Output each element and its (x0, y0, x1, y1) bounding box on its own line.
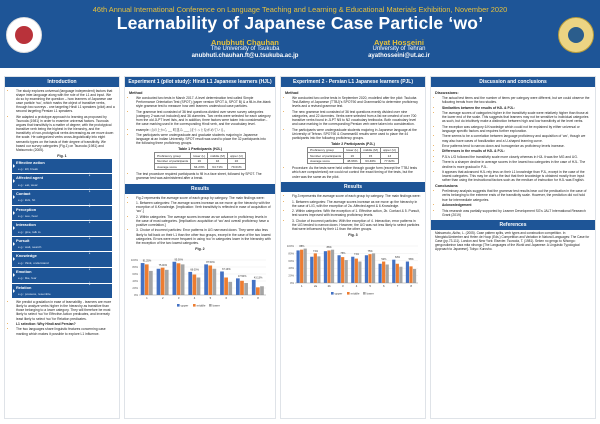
x-tick-label: 1 (301, 284, 303, 289)
table-cell: upper (U) (380, 147, 398, 152)
method-label: Method (129, 91, 143, 95)
bar-middle (192, 274, 196, 294)
x-tick-label: 3 (342, 284, 344, 289)
bar-middle (256, 287, 260, 295)
data-label: 47.50% (237, 274, 247, 278)
bar-upper (379, 264, 382, 283)
hierarchy-item (12, 159, 112, 174)
triangle-bullet-icon (13, 164, 15, 168)
references-text: Matsumoto, Akiho, L. (2005). Case pattern splits, verb types and construction competition. In Mengistu/Amberber and Helen de Hoop (Eds.) Competition and Variation in Natural Languages: The Case for Case (pp.73-111). London and New York: Elsevier. Tsunoda, T. (1981). Seken no gengo to Nihongo: gengoruikeiron kara mita nihongo [The Languages of the World and Japanese: A Linguistic Typological Approach to Japanese]. Tokyo: Kurosho. (435, 231, 590, 251)
x-tick-label: 7 (241, 295, 243, 300)
hierarchy-item (12, 234, 112, 252)
x-tick-label: 1 (146, 295, 148, 300)
transitivity-hierarchy (12, 159, 112, 298)
table-cell: lower (L) (344, 147, 361, 152)
chart-fig2-container (129, 253, 271, 310)
bar-lower (304, 249, 307, 283)
experiment-2-panel (280, 76, 426, 419)
down-arrow-icon: ↓ (88, 219, 91, 226)
hierarchy-label: Emotion (16, 269, 32, 275)
method-text: • We conducted two tests in March 2017. A level determination test called Simple Performance Orientation Test (SPOT) (paper version SPOT A, SPOT B) & a fill-in-the-blank style grammar test to measure how well learners understood case particles. (136, 96, 271, 108)
hierarchy-item (12, 252, 112, 267)
hierarchy-label: Perception (16, 206, 37, 212)
bar-middle (208, 265, 212, 295)
bar-lower (165, 270, 169, 295)
table-row (308, 147, 399, 152)
hierarchy-label: Contact (16, 191, 31, 197)
y-tick-label: 100% (286, 244, 294, 249)
table-cell: Number of participants (155, 158, 191, 163)
conclusions-text: • Preliminary analysis suggests that the grammar test results bear out the predication in the case of verbs belonging to the extreme ends of the transitivity scale. However, the prediction did not hold true for intermediate categories. (442, 189, 591, 201)
legend-swatch (193, 304, 196, 307)
table-cell: 16 (344, 153, 361, 158)
legend-entry: middle (350, 291, 360, 296)
conclusions-label: Conclusions (435, 184, 458, 189)
table-cell: 15 (361, 153, 381, 158)
bar-upper (172, 262, 176, 295)
discussion-label: Discussions: (435, 91, 459, 95)
bar-upper (310, 257, 313, 283)
hierarchy-label: Effective action (16, 159, 45, 165)
table-cell: lower (L) (191, 153, 208, 158)
triangle-bullet-icon (13, 242, 15, 246)
data-label: 63% (394, 256, 401, 260)
results-text: • Fig.2 represents the average score of each group by category. The main findings were: (136, 196, 271, 200)
intro-subheading: • L1 selection: Why Hindi and Persian? (16, 322, 115, 326)
bar-middle (161, 268, 165, 295)
y-tick-label: 40% (132, 278, 138, 283)
data-label: 66.00% (190, 268, 199, 272)
table-row (308, 158, 399, 163)
bar-middle (327, 251, 330, 284)
results-text: • 2. Within categories: The average scores increase as we advance in proficiency levels in the case of most categories. [Implication: acquisition of ‘wo’ and overall proficiency have a positive correlation.] (136, 215, 271, 227)
data-label: 58% (408, 258, 414, 262)
table-cell: 48.66% (344, 158, 361, 163)
bar-middle (396, 264, 399, 283)
discussion-text: • It appears that advanced HJL rely less on their L1 knowledge than PJL, except in the case of the lowest categories. This may be due to the fact that their knowledge is obtained mostly from input rather than using the instructional factors such as the medium of instruction for HJL was English. (442, 170, 591, 182)
bar-lower (260, 286, 264, 295)
author-1-affiliation: The University of Tsukuba (210, 46, 280, 53)
acknowledgement-text: • This research was partially supported by Leamer Development SG's JALT International Research Grant (2019) (442, 209, 591, 217)
triangle-bullet-icon (13, 226, 15, 230)
bar-upper (406, 262, 409, 283)
y-tick-label: 60% (288, 259, 294, 264)
bar-upper (220, 271, 224, 295)
bar-upper (157, 269, 161, 295)
figure-caption: Fig. 3 (348, 233, 358, 238)
table-cell: middle (M) (361, 147, 381, 152)
results-text: • 3. Choice of incorrect particles: With the exception of 4. Interaction, error patterns in the UG tended to narrow down. However, the UG was not less likely to select particles that were influenced by their L1 than the other groups. (292, 219, 421, 231)
introduction-panel (4, 76, 120, 419)
intro-text: • The study explores universal (language independent) factors that shape inter-language along with the role of the L1 and input. We do so by examining the question – how learners of Japanese use case particle ‘wo’, which marks the object of transitive verbs, through two surveys - one targeting Hindi L1 speakers (pilot) and a second targeting Persian L1 speakers. (16, 89, 115, 114)
data-label: 75% (367, 250, 373, 254)
discussion-text: • The average scores of categories higher in the transitivity scale were relatively higher than those at the lower end of the scale. This suggests that learners may not be sensitive to individual categories as such, but do intuitively make a distinction between high and low transitivity at the level verbs. (442, 111, 591, 123)
results-text: • 2. Within categories: With the exception of 1. Effective action, 2b. Contact & 5. Pursuit, test scores improved with increasing proficiency levels. (292, 209, 421, 217)
intro-text: • The two languages share linguistic features concerning case marking which makes it possible to explore L1 influence. (16, 327, 115, 335)
table-cell: Average score (155, 164, 191, 169)
table-cell: middle (M) (208, 153, 228, 158)
x-tick-label: 6 (225, 295, 228, 300)
down-arrow-icon: ↓ (88, 203, 91, 210)
bar-upper (236, 278, 240, 295)
data-label: 75% (340, 251, 346, 255)
method-text: • Procedure: As the tests were held online through google form (except the TTBJ tests which are computerized) we could not control the exact timing of the tests, but the order was the same as the pilot. (292, 166, 421, 178)
bar-upper (324, 251, 327, 283)
triangle-bullet-icon (13, 273, 15, 277)
bar-middle (314, 254, 317, 284)
y-tick-label: 100% (130, 257, 138, 262)
hierarchy-example: e.g.: eat, wear (18, 182, 38, 187)
bar-middle (368, 254, 371, 283)
results-text: • 1. Between categories: The average scores increase as we move up the hierarchy in the case of L/G, with the exception of 2a. Affected agent & 6.Knowledge. (292, 200, 421, 208)
bar-lower (399, 267, 402, 283)
participants-table-pjl (307, 147, 399, 164)
bar-middle (145, 264, 149, 295)
chart-fig2 (129, 253, 269, 309)
hierarchy-item (12, 187, 112, 205)
bar-middle (300, 250, 303, 283)
hierarchy-example: e.g.: like, fear (18, 276, 37, 281)
hierarchy-example: e.g.: give, talk to (18, 229, 41, 234)
bar-lower (149, 271, 153, 295)
method-text: • example: 山の上から __ 町並み ___ ぼうっとながめている。 (136, 128, 271, 132)
legend-swatch (209, 304, 212, 307)
author-1-email[interactable]: anubhuti.chauhan.ft@u.tsukuba.ac.jp (191, 53, 299, 60)
author-2 (314, 39, 484, 61)
bar-lower (331, 250, 334, 283)
data-label: 75.00% (158, 264, 168, 268)
legend-entry: upper (334, 291, 343, 296)
table-cell: 79.01% (227, 164, 245, 169)
bar-lower (413, 269, 416, 283)
bar-upper (338, 255, 341, 283)
method-text: • The participants were undergraduate students majoring in Japanese language at the University of Tehran. SPOT90 & Grammar60 results were used to place the 44 participants into the following proficiency groups. (292, 128, 421, 140)
discussion-text: • There is a sharper decline in average scores in the lowest two categories in the case of HJL. The decline is more gradual in PJL. (442, 160, 591, 168)
y-tick-label: 20% (132, 285, 138, 290)
x-tick-label: 5 (369, 284, 371, 289)
table-cell: Number of participants (308, 153, 344, 158)
table-cell: Proficiency group (155, 153, 191, 158)
bar-lower (386, 265, 389, 284)
bar-lower (317, 257, 320, 284)
legend-entry: upper (180, 303, 189, 308)
table-cell: 77.62% (380, 158, 398, 163)
method-text: • The grammar test consisted of 36 test questions divided over seven survey categories (category 2 was not included) and 36 dummies. Two verbs were selected for each category from the old JLPT level lists, and in addition, three factors were taken into consideration - the case marking used in the corresponding Hindi verb, and the vocabulary level. (136, 110, 271, 126)
hierarchy-item (12, 281, 112, 299)
method-label: Method (285, 91, 299, 95)
x-tick-label: 3 (177, 295, 180, 300)
hierarchy-example: e.g.: kick, hit (18, 198, 36, 203)
hierarchy-example: e.g.: kill, break (18, 167, 38, 172)
table-cell: Proficiency group (308, 147, 344, 152)
bar-upper (297, 251, 300, 284)
section-heading: Results (281, 182, 425, 192)
section-heading: Discussion and conclusions (431, 77, 595, 87)
x-tick-label: 8 (257, 295, 259, 300)
hierarchy-example: e.g.: wait, search (18, 245, 42, 250)
author-1 (160, 39, 330, 61)
x-tick-label: 7 (396, 284, 399, 289)
hierarchy-item (12, 221, 112, 236)
triangle-bullet-icon (13, 195, 15, 199)
hierarchy-label: Pursuit (16, 237, 30, 243)
legend-swatch (363, 292, 366, 295)
intro-text: • We adapted a prototype approach to learning as proposed by Tsunoda (1981) in order to examine universal factors. Tsunoda argues that transitivity is a matter of degree; with the prototypical transitive verb being the highest in the hierarchy, and the transitivity of non-prototypical verbs decreasing as we move down the scale. He categorized verbs cross-linguistically into eight semantic types on the basis of their degree of transitivity. We based our survey categories (Fig.1) on Tsunoda (1981) and Matsumoto (2005). (16, 115, 115, 152)
section-heading: Introduction (5, 77, 119, 87)
table-cell: 16 (191, 158, 208, 163)
hierarchy-example: e.g.: see, hear (18, 213, 38, 218)
x-tick-label: 4 (355, 284, 358, 289)
legend-swatch (177, 304, 180, 307)
bar-lower (181, 264, 185, 295)
bar-middle (355, 259, 358, 283)
results-text: • 1. Between categories: The average scores increase as we move up the hierarchy with the exception of 6.Knowledge. [Implication: Verb transitivity is reflected in ease of acquisition of ‘wo’.] (136, 201, 271, 213)
x-tick-label: 2a (313, 284, 318, 289)
participants-table-hjl (154, 152, 246, 169)
triangle-bullet-icon (13, 257, 15, 261)
data-label: 67.19% (222, 267, 231, 271)
table-cell: 16 (208, 158, 228, 163)
x-tick-label: 4 (193, 295, 196, 300)
y-tick-label: 0% (133, 292, 138, 297)
data-label: 71% (353, 253, 360, 257)
discussion-text: • The exception was category 6.Knowledge which could not be explained by either universal or language specific factors and requires further exploration. (442, 125, 591, 133)
data-label: 52% (381, 258, 387, 262)
legend-entry: middle (196, 303, 206, 308)
triangle-bullet-icon (13, 211, 15, 215)
section-heading: Results (125, 184, 275, 194)
bar-upper (252, 280, 256, 295)
hierarchy-label: Affected agent (16, 175, 44, 181)
bar-upper (392, 260, 395, 283)
bar-upper (204, 264, 208, 295)
discussion-panel (430, 76, 596, 419)
table-cell: upper (U) (227, 153, 245, 158)
section-heading: References (431, 220, 595, 230)
table-cell: 16 (227, 158, 245, 163)
experiment-1-panel (124, 76, 276, 419)
bar-lower (244, 283, 248, 295)
section-heading: Experiment 2 - Persian L1 Japanese learners (PJL) (281, 77, 425, 87)
results-text: • Fig.3 represents the average score of each group by category. The main findings were: (292, 194, 421, 198)
method-text: • The participants were undergraduate and graduate students majoring in Japanese language at an Indian University. SPOT result was used to place the 32 participants into the following three proficiency groups. (136, 133, 271, 145)
bar-lower (197, 277, 201, 295)
bar-middle (177, 263, 181, 295)
down-arrow-icon: ↓ (88, 187, 91, 194)
hierarchy-item (12, 265, 112, 283)
y-tick-label: 80% (132, 264, 138, 269)
discussion-text: • The actual test items and the number of items per category were different, but we could observe the following trends from the two studies. (442, 96, 591, 104)
y-tick-label: 80% (288, 251, 294, 256)
bar-middle (224, 277, 228, 295)
discussion-text: • Error patterns tend to narrow down and homogenize as proficiency levels increase. (442, 144, 591, 148)
table-row (155, 164, 246, 169)
author-2-name: Ayat Hosseini (374, 38, 424, 47)
y-tick-label: 20% (288, 273, 294, 278)
hierarchy-item (12, 203, 112, 221)
table-cell: 13 (380, 153, 398, 158)
discussion-text: • PJL’s L/G followed the transitivity scale more closely whereas in HJL it was the MG and UG. (442, 155, 591, 159)
bar-lower (228, 282, 232, 295)
bar-lower (345, 260, 348, 283)
chart-fig3 (285, 239, 421, 297)
data-label: 91.25% (142, 259, 152, 263)
triangle-bullet-icon (13, 179, 15, 183)
down-arrow-icon: ↓ (88, 172, 91, 179)
bar-upper (351, 257, 354, 283)
down-arrow-icon: ↓ (88, 250, 91, 257)
conference-name: 46th Annual International Conference on Language Teaching and Learning & Educational Materials Exhibition, November 2020 (92, 5, 508, 14)
x-tick-label: 6 (383, 284, 385, 289)
discussion-text: • There seems to be a correlation between language proficiency and acquisition of ‘wo’, though we may also have cases of fossilization and a U-shaped learning curve. (442, 134, 591, 142)
bar-middle (240, 281, 244, 295)
data-label: 71% (312, 250, 319, 254)
x-tick-label: 8 (410, 284, 412, 289)
bar-middle (341, 257, 344, 283)
poster-header (0, 0, 600, 68)
hierarchy-example: e.g.: think, understand (18, 260, 49, 265)
method-text: • The test procedure required participants to fill in a face sheet, followed by SPOT. The grammar test was administered after a break. (136, 172, 271, 180)
intro-text: • We predict a gradation in ease of learnability - learners are more likely to analyze verbs higher in the hierarchy as transitive than those belonging to a lower category. They will therefore be most likely to select ‘wo’ for Effective Action predicates, and inversely least likely to select ‘wo’ for Relation predicates. (16, 300, 115, 320)
bar-middle (382, 262, 385, 283)
hierarchy-label: Knowledge (16, 253, 37, 259)
table-cell: 64.23% (191, 164, 208, 169)
author-1-name: Anubhuti Chauhan (211, 38, 279, 47)
poster-title: Learnability of Japanese Case Particle ‘wo’ (116, 13, 484, 33)
bar-lower (358, 262, 361, 283)
data-label: 43.13% (253, 276, 263, 280)
method-text: • We conducted two online tests in September 2020, modelled after the pilot: Tsukuba Test-Battery of Japanese (TTBJ)’s SPOT90 and Grammar60 to determine proficiency levels and a revised grammar test. (292, 96, 421, 108)
acknowledgement-label: • Acknowledgement (442, 203, 591, 207)
hierarchy-item (12, 174, 112, 189)
figure-caption: Fig. 2 (195, 246, 205, 251)
legend-swatch (347, 292, 350, 295)
x-tick-label: 2 (162, 295, 164, 300)
results-text: • 3. Choice of incorrect particles: Error patterns in UG narrowed down. They were also less likely to fall back on their L1 than the other two groups, except in the case of the two lowest categories. Errors were more frequent in using ‘wo’ in categories lower in the hierarchy with the exception of the two lowest categories. (136, 228, 271, 244)
data-label: 87.50% (206, 260, 215, 264)
bar-upper (365, 255, 368, 283)
table-caption: Table 1 Participants (HJL) (178, 147, 222, 152)
legend-swatch (331, 292, 334, 295)
legend-entry: lower (212, 303, 220, 308)
table-cell: Average score (308, 158, 344, 163)
down-arrow-icon: ↓ (88, 234, 91, 241)
table-row (155, 153, 246, 158)
down-arrow-icon: ↓ (88, 265, 91, 272)
figure-caption: Fig. 1 (57, 153, 67, 158)
hierarchy-label: Relation (16, 284, 32, 290)
y-tick-label: 60% (132, 271, 138, 276)
discussion-subheading: • Similarities between the results of HJL & PJL: (442, 106, 591, 110)
author-2-affiliation: University of Tehran (372, 46, 426, 53)
discussion-subheading: • Differences in the results of HJL & PJL: (442, 149, 591, 153)
hierarchy-example: e.g.: possess, resemble (18, 291, 51, 296)
data-label: 95.00% (174, 258, 183, 262)
bar-lower (213, 269, 217, 295)
hierarchy-label: Interaction (16, 222, 36, 228)
data-label: 88% (299, 245, 305, 249)
data-label: 86% (326, 246, 332, 250)
table-cell: 63.46% (361, 158, 381, 163)
y-tick-label: 40% (288, 266, 294, 271)
bar-upper (188, 272, 192, 295)
bar-upper (141, 263, 145, 295)
method-text: • The new grammar test consisted of 36 test questions evenly divided over nine categories, and 22 dummies. Verbs were selected from a list we created of over 700 transitive verbs found in JLPT N5 to N2 vocabulary textbooks. Both vocabulary level and case marking in the corresponding Persian verb were taken into consideration. (292, 110, 421, 126)
bar-middle (409, 267, 412, 284)
chart-fig3-container (285, 239, 421, 298)
x-tick-label: 5 (209, 295, 212, 300)
triangle-bullet-icon (13, 289, 15, 293)
bar-lower (372, 254, 375, 284)
down-arrow-icon: ↓ (88, 281, 91, 288)
table-cell: 64.71% (208, 164, 228, 169)
y-tick-label: 0% (289, 281, 294, 286)
table-caption: Table 2 Participants (PJL) (331, 141, 375, 146)
legend-entry: lower (366, 291, 374, 296)
author-2-email[interactable]: ayathosseini@ut.ac.ir (368, 53, 430, 60)
section-heading: Experiment 1 (pilot study): Hindi L1 Japanese learners (HJL) (125, 77, 275, 87)
x-tick-label: 2b (327, 284, 331, 289)
